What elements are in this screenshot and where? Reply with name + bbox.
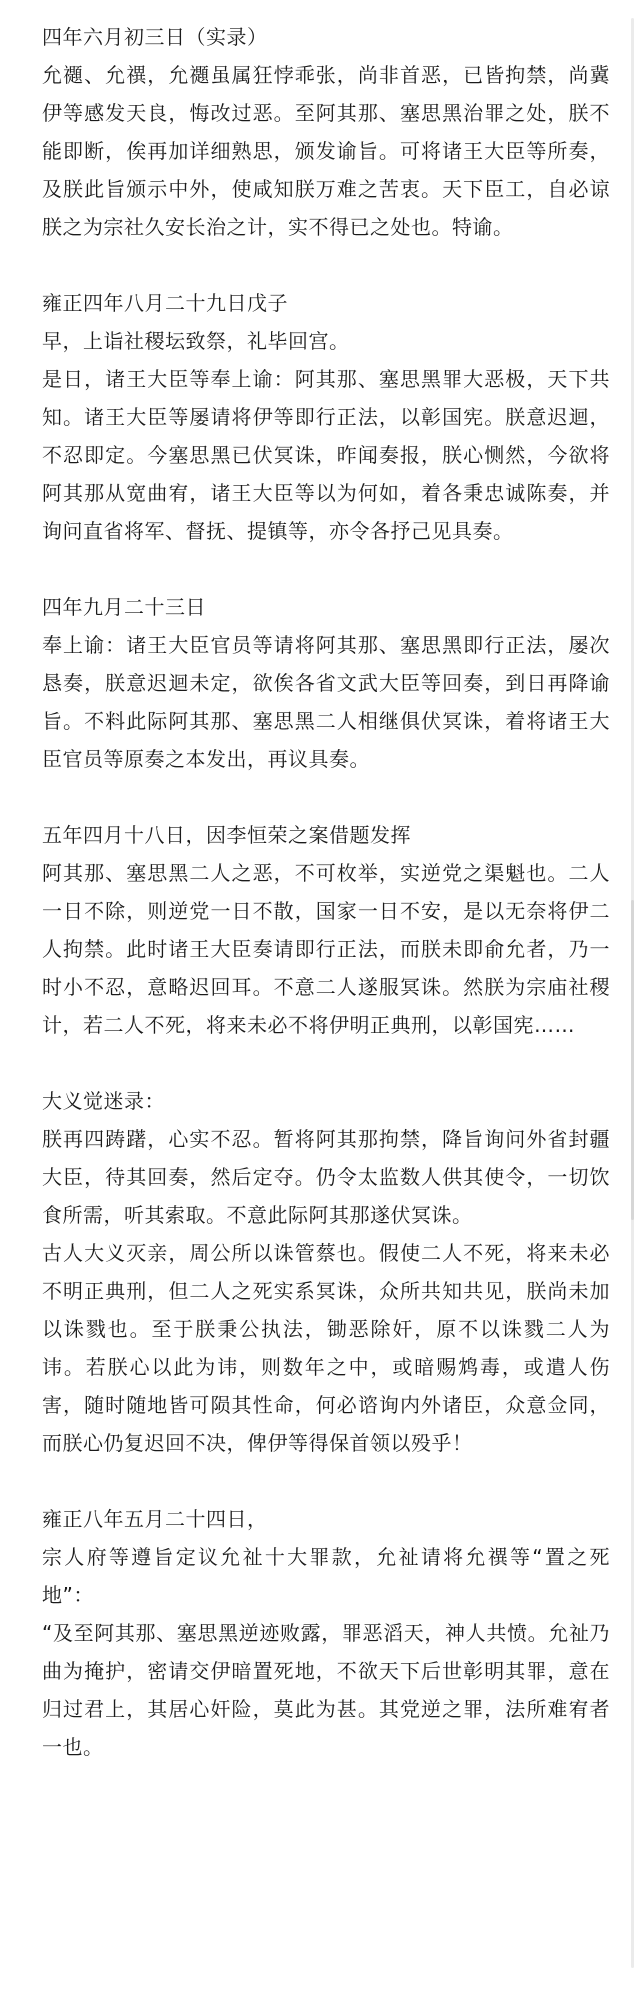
section-2 (42, 284, 610, 550)
section-3 (42, 588, 610, 778)
section-heading: 雍正八年五月二十四日， (42, 1507, 268, 1531)
section-paragraph: “及至阿其那、塞思黑逆迹败露，罪恶滔天，神人共愤。允祉乃曲为掩护，密请交伊暗置死地，不欲天下后世彰明其罪，意在归过君上，其居心奸险，莫此为甚。其党逆之罪，法所难宥者一也。 (42, 1621, 610, 1759)
section-paragraph: 宗人府等遵旨定议允祉十大罪款，允祉请将允禩等“置之死地”： (42, 1545, 610, 1607)
section-paragraph: 早，上诣社稷坛致祭，礼毕回宫。 (42, 329, 350, 353)
section-paragraph: 奉上谕：诸王大臣官员等请将阿其那、塞思黑即行正法，屡次恳奏，朕意迟迴未定，欲俟各省文武大臣等回奏，到日再降谕旨。不料此际阿其那、塞思黑二人相继俱伏冥诛，着将诸王大臣官员等原奏之本发出，再议具奏。 (42, 633, 610, 771)
scrollbar-thumb[interactable] (631, 900, 634, 1220)
section-gap (42, 246, 610, 284)
section-paragraph: 阿其那、塞思黑二人之恶，不可枚举，实逆党之渠魁也。二人一日不除，则逆党一日不散，国家一日不安，是以无奈将伊二人拘禁。此时诸王大臣奏请即行正法，而朕未即俞允者，乃一时小不忍，意略迟回耳。不意二人遂服冥诛。然朕为宗庙社稷计，若二人不死，将来未必不将伊明正典刑，以彰国宪…… (42, 861, 610, 1037)
section-5 (42, 1082, 610, 1462)
section-1 (42, 18, 610, 246)
section-paragraph: 是日，诸王大臣等奉上谕：阿其那、塞思黑罪大恶极，天下共知。诸王大臣等屡请将伊等即行正法，以彰国宪。朕意迟迴，不忍即定。今塞思黑已伏冥诛，昨闻奏报，朕心恻然，今欲将阿其那从宽曲宥，诸王大臣等以为何如，着各秉忠诚陈奏，并询问直省将军、督抚、提镇等，亦令各抒己见具奏。 (42, 367, 610, 543)
section-gap (42, 550, 610, 588)
section-heading: 四年六月初三日（实录） (42, 25, 268, 49)
section-paragraph: 允禵、允禩，允禵虽属狂悖乖张，尚非首恶，已皆拘禁，尚冀伊等感发天良，悔改过恶。至阿其那、塞思黑治罪之处，朕不能即断，俟再加详细熟思，颁发谕旨。可将诸王大臣等所奏，及朕此旨颁示中外，使咸知朕万难之苦衷。天下臣工，自必谅朕之为宗社久安长治之计，实不得已之处也。特谕。 (42, 63, 610, 239)
section-gap (42, 1044, 610, 1082)
section-heading: 四年九月二十三日 (42, 595, 206, 619)
section-gap (42, 778, 610, 816)
section-heading: 大义觉迷录： (42, 1089, 165, 1113)
section-gap (42, 1462, 610, 1500)
section-6 (42, 1500, 610, 1766)
section-paragraph: 朕再四踌躇，心实不忍。暂将阿其那拘禁，降旨询问外省封疆大臣，待其回奏，然后定夺。仍令太监数人供其使令，一切饮食所需，听其索取。不意此际阿其那遂伏冥诛。 (42, 1127, 610, 1227)
section-4 (42, 816, 610, 1044)
section-paragraph: 古人大义灭亲，周公所以诛管蔡也。假使二人不死，将来未必不明正典刑，但二人之死实系冥诛，众所共知共见，朕尚未加以诛戮也。至于朕秉公执法，锄恶除奸，原不以诛戮二人为讳。若朕心以此为讳，则数年之中，或暗赐鸩毒，或遣人伤害，随时随地皆可陨其性命，何必谘询内外诸臣，众意佥同，而朕心仍复迟回不决，俾伊等得保首领以殁乎！ (42, 1241, 610, 1455)
section-heading: 雍正四年八月二十九日戊子 (42, 291, 288, 315)
section-heading: 五年四月十八日，因李恒荣之案借题发挥 (42, 823, 411, 847)
